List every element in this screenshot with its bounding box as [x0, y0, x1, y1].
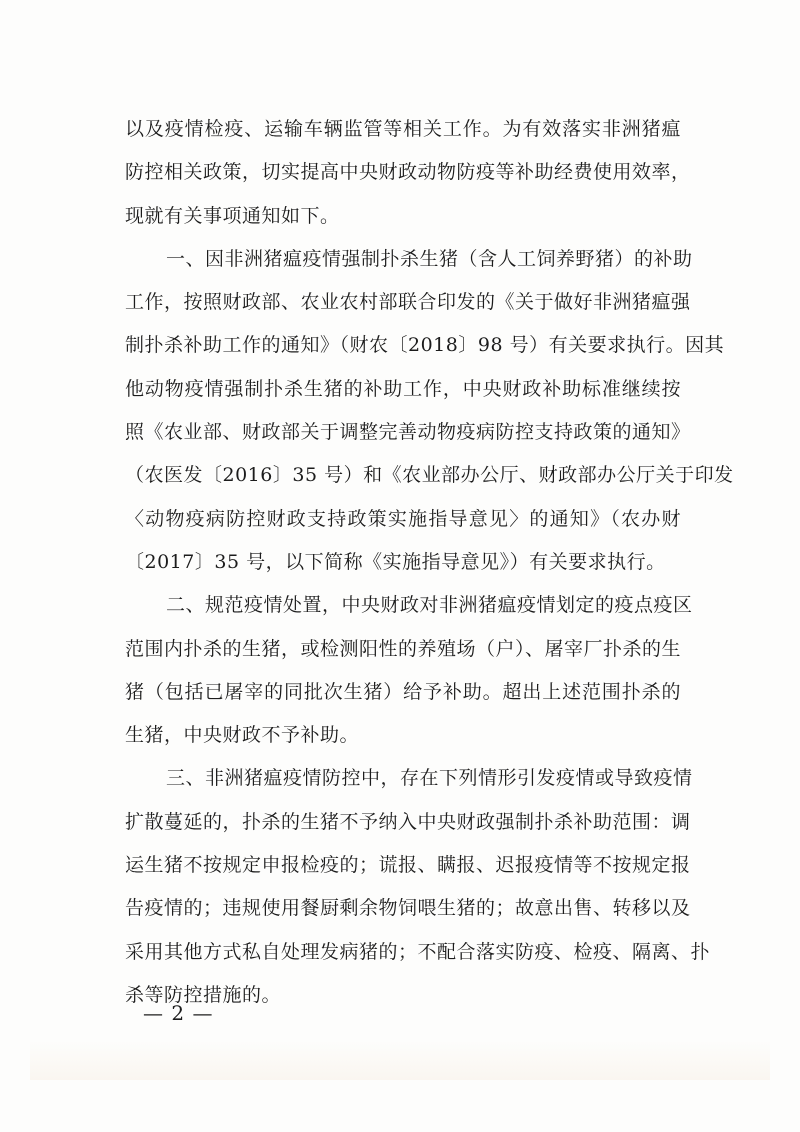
- text-line: 二、规范疫情处置，中央财政对非洲猪瘟疫情划定的疫点疫区: [166, 594, 693, 617]
- text-line: 现就有关事项通知如下。: [125, 204, 340, 227]
- page-number: — 2 —: [143, 1001, 214, 1025]
- text-line: 防控相关政策，切实提高中央财政动物防疫等补助经费使用效率，: [125, 161, 691, 184]
- paragraph-item-1: [125, 238, 734, 584]
- text-line: 他动物疫情强制扑杀生猪的补助工作，中央财政补助标准继续按: [125, 377, 681, 400]
- text-line: 告疫情的；违规使用餐厨剩余物饲喂生猪的；故意出售、转移以及: [125, 897, 691, 920]
- text-line: 〈动物疫病防控财政支持政策实施指导意见〉的通知》（农办财: [125, 507, 681, 530]
- text-line: 〔2017〕35 号，以下简称《实施指导意见》）有关要求执行。: [125, 550, 666, 573]
- text-line: 以及疫情检疫、运输车辆监管等相关工作。为有效落实非洲猪瘟: [125, 118, 681, 140]
- text-line: 范围内扑杀的生猪，或检测阳性的养殖场（户）、屠宰厂扑杀的生: [125, 637, 682, 660]
- paragraph-item-3: [125, 757, 711, 1017]
- text-line: 一、因非洲猪瘟疫情强制扑杀生猪（含人工饲养野猪）的补助: [166, 247, 693, 270]
- text-line: 运生猪不按规定申报检疫的；谎报、瞒报、迟报疫情等不按规定报: [125, 854, 691, 877]
- document-body: [125, 108, 734, 1017]
- text-line: 三、非洲猪瘟疫情防控中，存在下列情形引发疫情或导致疫情: [166, 767, 693, 790]
- text-line: 杀等防控措施的。: [125, 983, 282, 1006]
- text-line: （农医发〔2016〕35 号）和《农业部办公厅、财政部办公厅关于印发: [125, 464, 734, 487]
- text-line: 生猪，中央财政不予补助。: [125, 724, 360, 747]
- paragraph-item-2: [125, 584, 693, 757]
- text-line: 扩散蔓延的，扑杀的生猪不予纳入中央财政强制扑杀补助范围：调: [125, 810, 691, 833]
- text-line: 工作，按照财政部、农业农村部联合印发的《关于做好非洲猪瘟强: [125, 291, 691, 314]
- text-line: 猪（包括已屠宰的同批次生猪）给予补助。超出上述范围扑杀的: [125, 680, 681, 703]
- paragraph-intro-continuation: [125, 108, 691, 238]
- text-line: 采用其他方式私自处理发病猪的；不配合落实防疫、检疫、隔离、扑: [125, 940, 711, 963]
- text-line: 照《农业部、财政部关于调整完善动物疫病防控支持政策的通知》: [125, 421, 691, 444]
- scan-shadow: [30, 1040, 770, 1080]
- text-line: 制扑杀补助工作的通知》（财农〔2018〕98 号）有关要求执行。因其: [125, 334, 725, 357]
